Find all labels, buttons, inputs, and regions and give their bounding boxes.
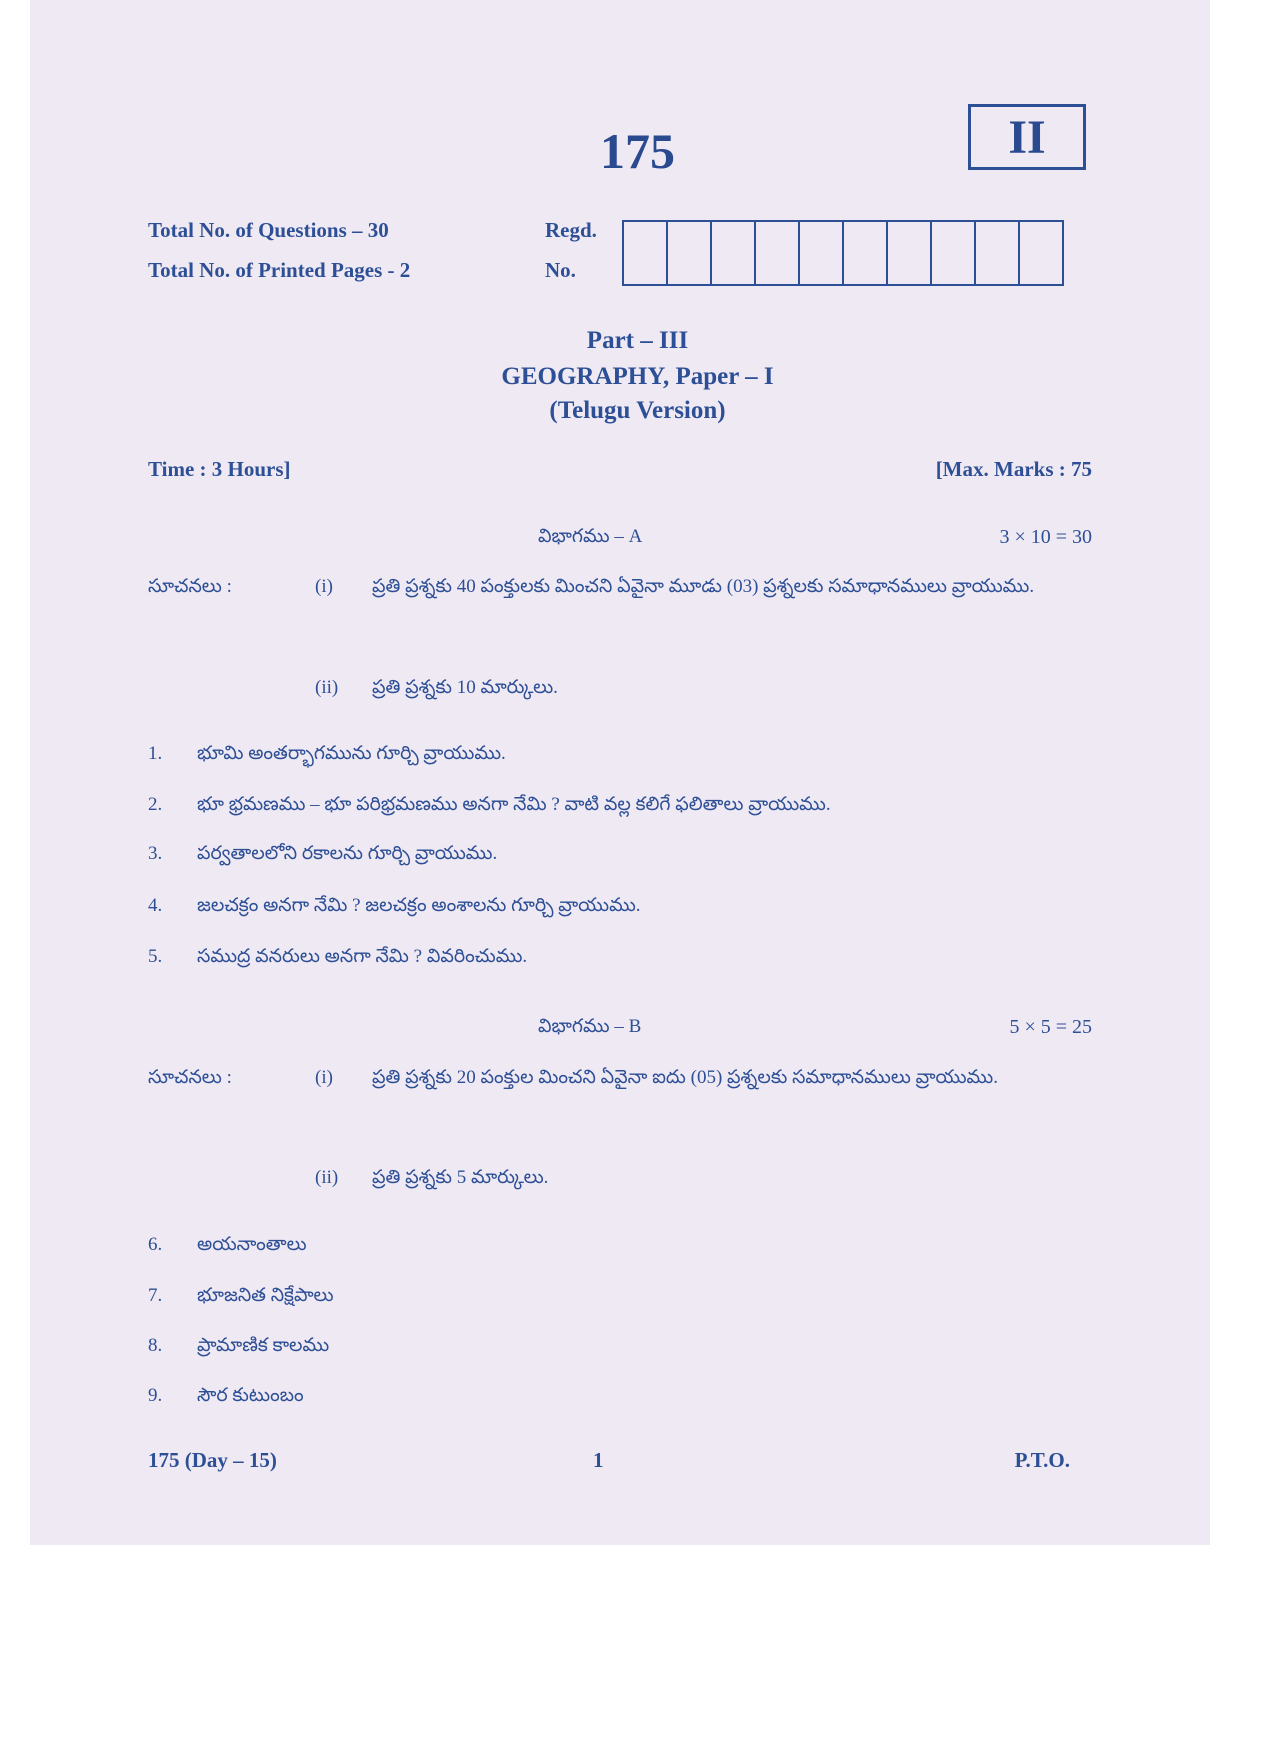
paper-code: 175	[600, 123, 675, 179]
page-number: 1	[593, 1448, 604, 1472]
set-code-box	[968, 104, 1086, 170]
question-text: పర్వతాలలోని రకాలను గూర్చి వ్రాయుము.	[197, 843, 498, 864]
section-a-marks: 3 × 10 = 30	[999, 526, 1092, 548]
question-text: భూజనిత నిక్షేపాలు	[197, 1285, 334, 1306]
footer-paper-code: 175 (Day – 15)	[148, 1448, 277, 1472]
instruction-text: ప్రతి ప్రశ్నకు 40 పంక్తులకు మించని ఏవైనా మూడు (03) ప్రశ్నలకు సమాధానములు వ్రాయుము.	[372, 576, 1035, 597]
question-text: జలచక్రం అనగా నేమి ? జలచక్రం అంశాలను గూర్చి వ్రాయుము.	[197, 895, 641, 916]
total-pages: Total No. of Printed Pages - 2	[148, 258, 411, 282]
exam-time: Time : 3 Hours]	[148, 457, 291, 481]
part-title: Part – III	[586, 327, 689, 354]
section-b-title: విభాగము – B	[538, 1016, 642, 1037]
instruction-number: (ii)	[315, 1167, 339, 1188]
question-number: 3.	[148, 843, 163, 864]
regd-digit-box[interactable]	[1020, 222, 1064, 284]
instruction-number: (i)	[315, 576, 333, 597]
page-margin	[1210, 0, 1275, 1753]
question-number: 4.	[148, 895, 163, 916]
regd-digit-box[interactable]	[888, 222, 932, 284]
regd-digit-box[interactable]	[800, 222, 844, 284]
section-a-instructions-label: సూచనలు :	[148, 576, 232, 597]
question-text: భూమి అంతర్భాగమును గూర్చి వ్రాయుము.	[197, 743, 506, 764]
question-number: 6.	[148, 1234, 163, 1255]
instruction-text: ప్రతి ప్రశ్నకు 10 మార్కులు.	[372, 677, 558, 698]
question-number: 8.	[148, 1335, 163, 1356]
instruction-text: ప్రతి ప్రశ్నకు 5 మార్కులు.	[372, 1167, 549, 1188]
section-b-instructions-label: సూచనలు :	[148, 1067, 232, 1088]
regd-no-label: No.	[545, 258, 576, 282]
instruction-number: (ii)	[315, 677, 339, 698]
question-number: 5.	[148, 946, 163, 967]
regd-label: Regd.	[545, 218, 597, 242]
question-text: సముద్ర వనరులు అనగా నేమి ? వివరించుము.	[197, 946, 528, 967]
question-number: 1.	[148, 743, 163, 764]
question-text: అయనాంతాలు	[197, 1234, 307, 1255]
section-b-marks: 5 × 5 = 25	[1009, 1016, 1092, 1038]
instruction-number: (i)	[315, 1067, 333, 1088]
question-text: ప్రామాణిక కాలము	[197, 1335, 330, 1356]
regd-number-boxes[interactable]	[622, 220, 1064, 286]
question-number: 7.	[148, 1285, 163, 1306]
regd-digit-box[interactable]	[976, 222, 1020, 284]
regd-digit-box[interactable]	[844, 222, 888, 284]
max-marks: [Max. Marks : 75	[935, 457, 1092, 481]
question-text: సౌర కుటుంబం	[197, 1385, 304, 1406]
subject-title: GEOGRAPHY, Paper – I	[501, 363, 774, 390]
regd-digit-box[interactable]	[624, 222, 668, 284]
regd-digit-box[interactable]	[668, 222, 712, 284]
version-title: (Telugu Version)	[549, 397, 726, 424]
instruction-text: ప్రతి ప్రశ్నకు 20 పంక్తుల మించని ఏవైనా ఐదు (05) ప్రశ్నలకు సమాధానములు వ్రాయుము.	[372, 1067, 998, 1088]
question-number: 9.	[148, 1385, 163, 1406]
regd-digit-box[interactable]	[756, 222, 800, 284]
section-a-title: విభాగము – A	[538, 526, 643, 547]
regd-digit-box[interactable]	[712, 222, 756, 284]
question-text: భూ భ్రమణము – భూ పరిభ్రమణము అనగా నేమి ? వాటి వల్ల కలిగే ఫలితాలు వ్రాయుము.	[197, 794, 831, 815]
set-code: II	[1008, 110, 1046, 164]
total-questions: Total No. of Questions – 30	[148, 218, 389, 242]
question-number: 2.	[148, 794, 163, 815]
regd-digit-box[interactable]	[932, 222, 976, 284]
pto-label: P.T.O.	[1014, 1448, 1070, 1472]
